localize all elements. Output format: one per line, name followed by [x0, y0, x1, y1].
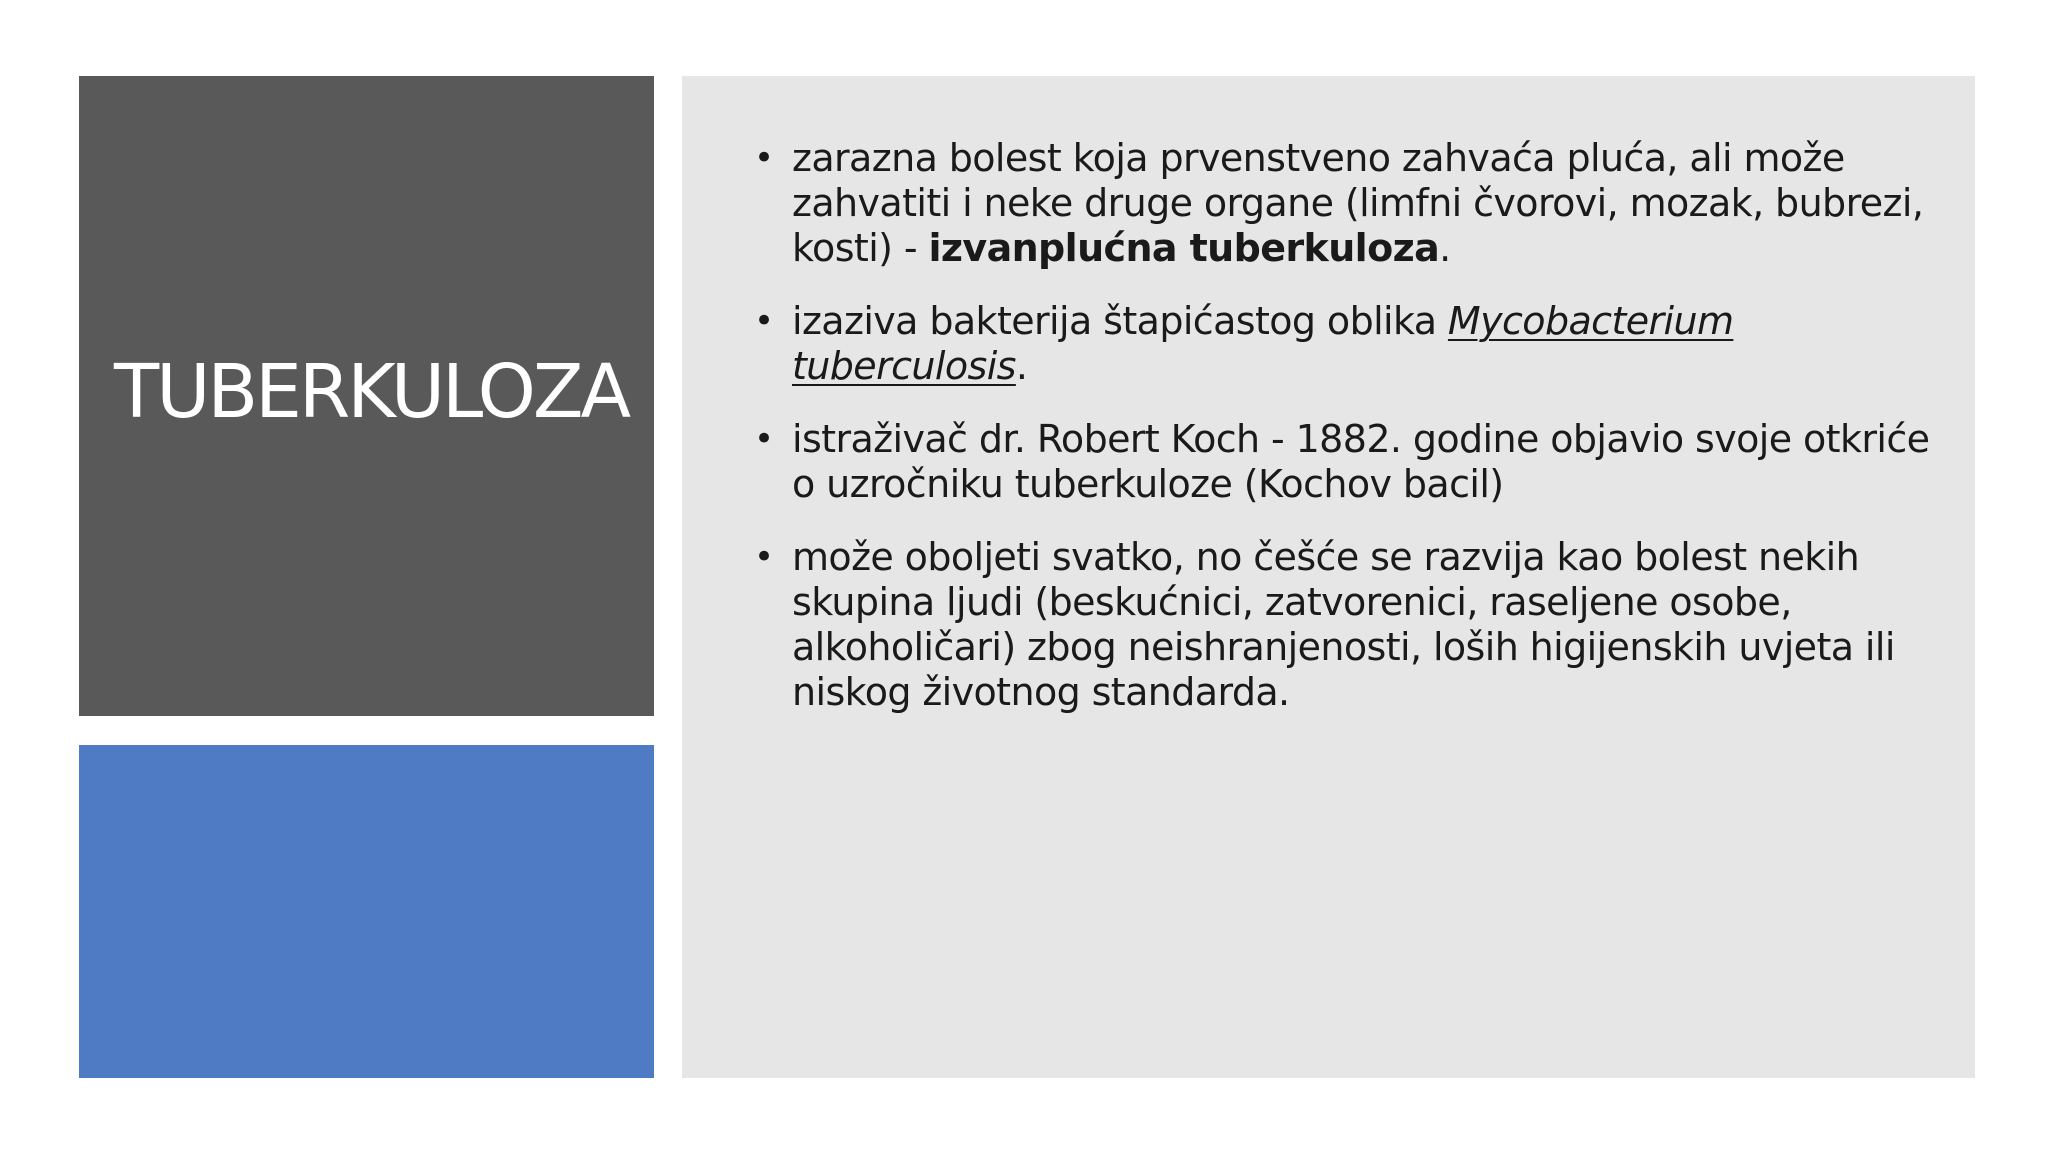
bullet-dot: •: [754, 419, 774, 459]
slide-title: TUBERKULOZA: [114, 349, 629, 435]
species-name: Mycobacterium tuberculosis: [792, 299, 1734, 388]
bullet-item-4: [752, 535, 1932, 715]
title-panel: [79, 76, 654, 716]
bullet-dot: •: [754, 301, 774, 341]
bullet-end: .: [1439, 226, 1451, 270]
bullet-text: istraživač dr. Robert Koch - 1882. godine objavio svoje otkriće o uzročniku tuberkuloze (Kochov bacil): [792, 417, 1930, 506]
bullet-item-1: [752, 136, 1932, 271]
bullet-bold-term: izvanplućna tuberkuloza: [928, 226, 1440, 270]
bullet-dot: •: [754, 537, 774, 577]
bullet-dot: •: [754, 138, 774, 178]
bullet-list: [752, 136, 1932, 743]
bullet-item-3: [752, 417, 1932, 507]
bullet-text: može oboljeti svatko, no češće se razvija kao bolest nekih skupina ljudi (beskućnici, zatvorenici, raseljene osobe, alkoholičari) zbog neishranjenosti, loših higijenskih uvjeta ili niskog životnog standarda.: [792, 535, 1895, 714]
bullet-item-2: [752, 299, 1932, 389]
bullet-text: zarazna bolest koja prvenstveno zahvaća pluća, ali može zahvatiti i neke druge organe (limfni čvorovi, mozak, bubrezi, kosti) -: [792, 136, 1924, 270]
bullet-text: izaziva bakterija štapićastog oblika: [792, 299, 1448, 343]
content-panel: [682, 76, 1975, 1078]
bullet-end: .: [1015, 344, 1028, 388]
accent-block: [79, 745, 654, 1078]
